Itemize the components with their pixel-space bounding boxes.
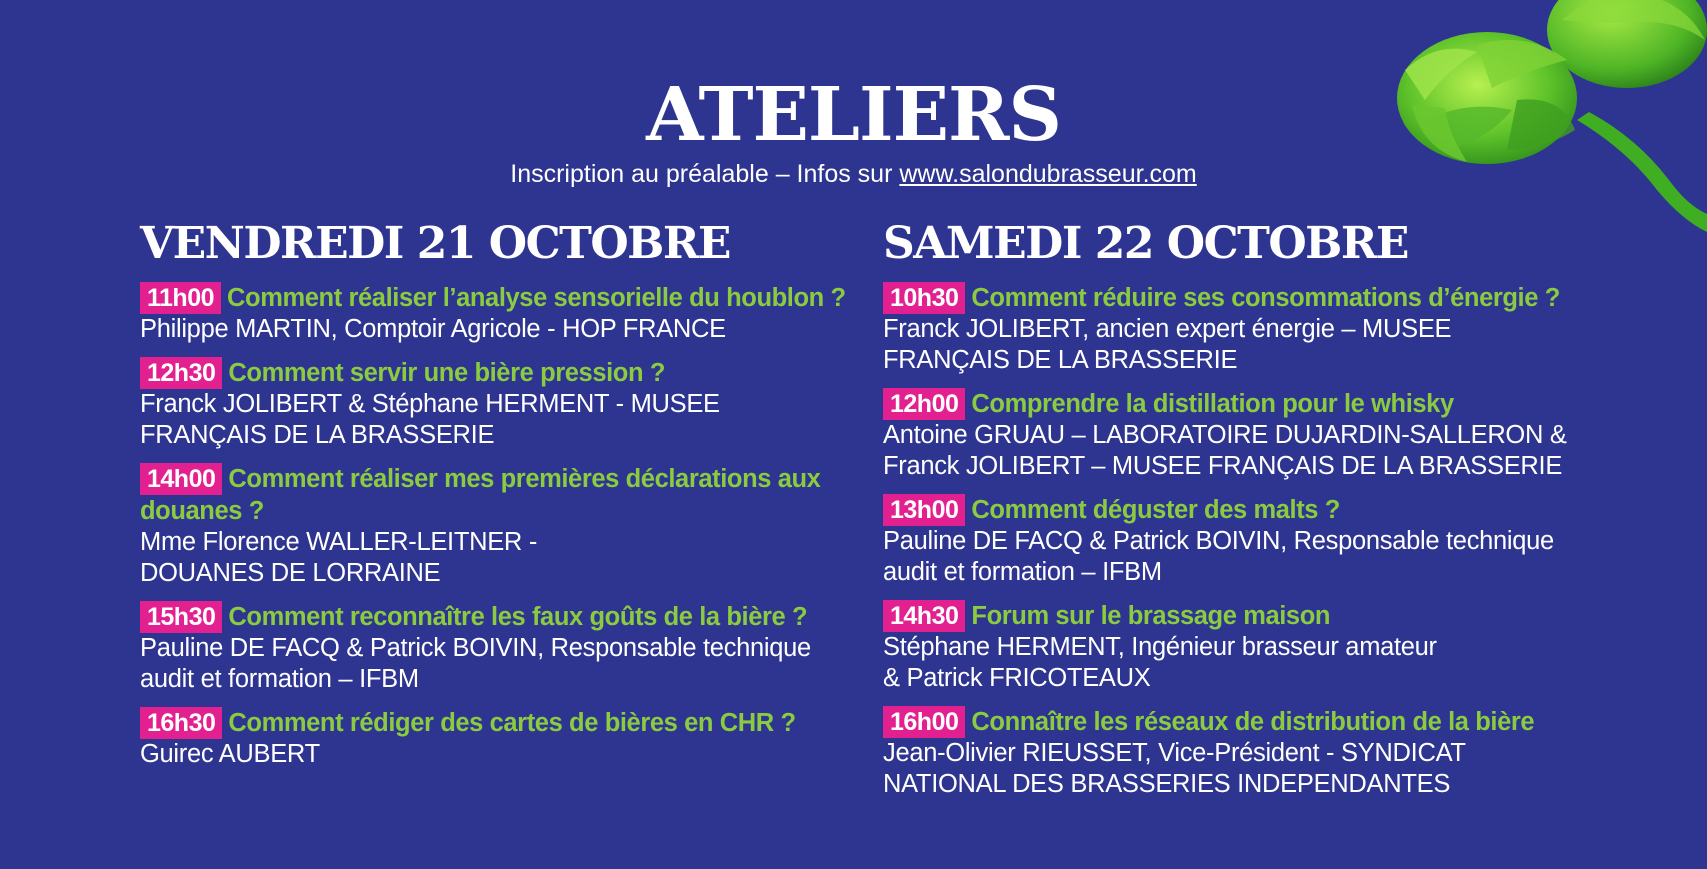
topic-text: Comprendre la distillation pour le whisky [971,390,1454,418]
session-topic [140,282,860,314]
time-badge: 10h30 [883,282,965,314]
topic-text: Comment rédiger des cartes de bières en CHR ? [228,709,796,737]
day-title: SAMEDI 22 OCTOBRE [883,218,1408,269]
time-badge: 12h30 [140,357,222,389]
session-speakers [140,739,860,770]
speaker-line: DOUANES DE LORRAINE [140,559,441,587]
session [883,282,1623,376]
session-topic [140,357,860,389]
speaker-line: audit et formation – IFBM [140,665,419,693]
session-topic [140,707,860,739]
session [140,463,860,589]
header [0,72,1707,189]
speaker-line: Pauline DE FACQ & Patrick BOIVIN, Responsable technique [883,527,1554,555]
speaker-line: Philippe MARTIN, Comptoir Agricole - HOP FRANCE [140,315,726,343]
session [140,357,860,451]
day-column-saturday [883,218,1623,812]
topic-text: Comment réaliser l’analyse sensorielle du houblon ? [227,284,846,312]
day-title: VENDREDI 21 OCTOBRE [140,218,730,269]
session-topic [883,706,1623,738]
speaker-line: Franck JOLIBERT, ancien expert énergie – MUSEE [883,315,1452,343]
time-badge: 16h30 [140,707,222,739]
speaker-line: Antoine GRUAU – LABORATOIRE DUJARDIN-SALLERON & [883,421,1567,449]
speaker-line: Franck JOLIBERT & Stéphane HERMENT - MUSEE [140,390,720,418]
session-speakers [140,527,860,589]
time-badge: 11h00 [140,282,221,314]
speaker-line: FRANÇAIS DE LA BRASSERIE [883,346,1238,374]
time-badge: 15h30 [140,601,222,633]
session [140,601,860,695]
topic-text: Forum sur le brassage maison [971,602,1331,630]
speaker-line: audit et formation – IFBM [883,558,1162,586]
session [883,706,1623,800]
session-speakers [883,526,1623,588]
session-speakers [140,633,860,695]
topic-text: Comment réaliser mes premières déclarations aux douanes ? [140,465,821,525]
speaker-line: Stéphane HERMENT, Ingénieur brasseur amateur [883,633,1437,661]
speaker-line: Jean-Olivier RIEUSSET, Vice-Président - SYNDICAT [883,739,1466,767]
topic-text: Comment déguster des malts ? [971,496,1340,524]
time-badge: 12h00 [883,388,965,420]
website-link[interactable]: www.salondubrasseur.com [899,160,1197,188]
subtitle [0,160,1707,189]
speaker-line: Franck JOLIBERT – MUSEE FRANÇAIS DE LA BRASSERIE [883,452,1563,480]
time-badge: 16h00 [883,706,965,738]
speaker-line: Pauline DE FACQ & Patrick BOIVIN, Responsable technique [140,634,811,662]
session-topic [883,600,1623,632]
session-topic [883,494,1623,526]
subtitle-text: Inscription au préalable – Infos sur [510,160,900,188]
speaker-line: & Patrick FRICOTEAUX [883,664,1151,692]
topic-text: Connaître les réseaux de distribution de la bière [971,708,1535,736]
session-speakers [883,420,1623,482]
session-speakers [140,314,860,345]
time-badge: 14h00 [140,463,222,495]
speaker-line: FRANÇAIS DE LA BRASSERIE [140,421,495,449]
session [140,282,860,345]
session-topic [140,601,860,633]
session-speakers [883,632,1623,694]
session-topic [883,282,1623,314]
speaker-line: Mme Florence WALLER-LEITNER - [140,528,538,556]
time-badge: 13h00 [883,494,965,526]
speaker-line: Guirec AUBERT [140,740,320,768]
page-title: ATELIERS [646,72,1061,158]
session-speakers [883,314,1623,376]
session [140,707,860,770]
time-badge: 14h30 [883,600,965,632]
session [883,388,1623,482]
session-topic [883,388,1623,420]
day-column-friday [140,218,860,782]
topic-text: Comment reconnaître les faux goûts de la bière ? [228,603,808,631]
session-topic [140,463,860,527]
topic-text: Comment servir une bière pression ? [228,359,666,387]
session-speakers [140,389,860,451]
session [883,494,1623,588]
speaker-line: NATIONAL DES BRASSERIES INDEPENDANTES [883,770,1451,798]
topic-text: Comment réduire ses consommations d’énergie ? [971,284,1560,312]
session [883,600,1623,694]
session-speakers [883,738,1623,800]
